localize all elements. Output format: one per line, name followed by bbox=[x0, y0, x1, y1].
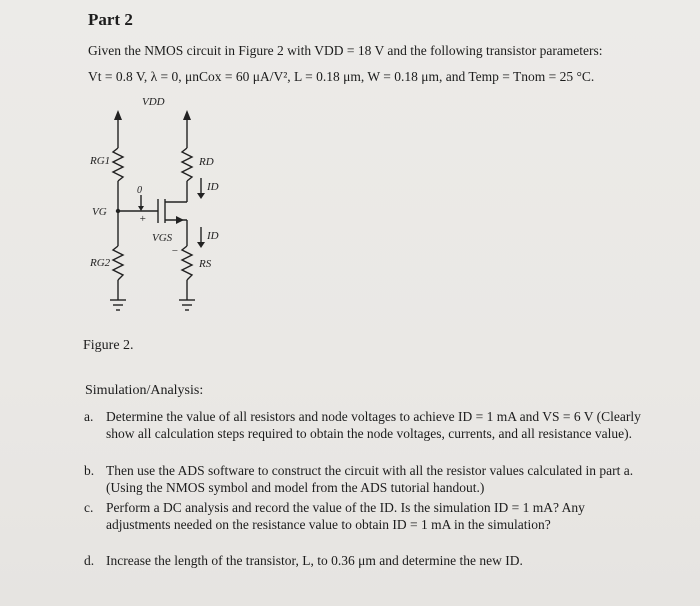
part-heading: Part 2 bbox=[88, 10, 133, 29]
question-text: Perform a DC analysis and record the value of the ID. Is the simulation ID = 1 mA? Any adjustments needed on the resistance value to obtain ID = 1 mA in the simulation? bbox=[106, 500, 585, 532]
vgs-minus: − bbox=[171, 245, 179, 257]
vgs-plus: + bbox=[139, 213, 147, 225]
intro-line-2: Vt = 0.8 V, λ = 0, μnCox = 60 μA/V², L = 0.18 μm, W = 0.18 μm, and Temp = Tnom = 25 °C. bbox=[88, 69, 595, 84]
question-text: Then use the ADS software to construct the circuit with all the resistor values calculated in part a. (Using the NMOS symbol and model from the ADS tutorial handout.) bbox=[106, 463, 634, 495]
question-letter: d. bbox=[84, 553, 95, 568]
rg2-resistor bbox=[113, 246, 123, 280]
rd-resistor bbox=[182, 148, 192, 181]
intro-line-1: Given the NMOS circuit in Figure 2 with VDD = 18 V and the following transistor parameters: bbox=[88, 43, 603, 58]
question-b bbox=[84, 462, 644, 496]
rs-resistor bbox=[182, 246, 192, 280]
section-title: Simulation/Analysis: bbox=[85, 383, 204, 398]
vdd-arrow-left bbox=[114, 110, 122, 120]
id-arrow-bottom-head bbox=[197, 242, 205, 248]
question-letter: b. bbox=[84, 463, 95, 478]
id-bottom-label: ID bbox=[207, 230, 219, 242]
rg2-label: RG2 bbox=[90, 257, 111, 269]
vg-label: VG bbox=[92, 206, 107, 218]
rg1-label: RG1 bbox=[90, 155, 111, 167]
question-text: Increase the length of the transistor, L, to 0.36 μm and determine the new ID. bbox=[106, 553, 523, 568]
zero-current-label: 0 bbox=[137, 185, 142, 196]
question-letter: c. bbox=[84, 500, 94, 515]
question-a bbox=[84, 408, 644, 442]
id-top-label: ID bbox=[207, 181, 219, 193]
vgs-label: VGS bbox=[152, 232, 173, 244]
question-d bbox=[84, 552, 644, 569]
rd-label: RD bbox=[199, 156, 214, 168]
question-text: Determine the value of all resistors and node voltages to achieve ID = 1 mA and VS = 6 V (Clearly show all calculation steps required to obtain the node voltages, currents, and all resistance value). bbox=[106, 409, 641, 441]
source-arrow bbox=[176, 216, 184, 224]
question-c bbox=[84, 499, 644, 533]
vdd-arrow-right bbox=[183, 110, 191, 120]
vdd-label: VDD bbox=[142, 96, 165, 108]
id-arrow-top-head bbox=[197, 193, 205, 199]
rg1-resistor bbox=[113, 148, 123, 181]
vg-node-dot bbox=[116, 209, 120, 213]
rs-label: RS bbox=[199, 258, 212, 270]
zero-current-arrow-head bbox=[138, 206, 144, 211]
question-letter: a. bbox=[84, 409, 94, 424]
figure-caption: Figure 2. bbox=[83, 338, 134, 353]
